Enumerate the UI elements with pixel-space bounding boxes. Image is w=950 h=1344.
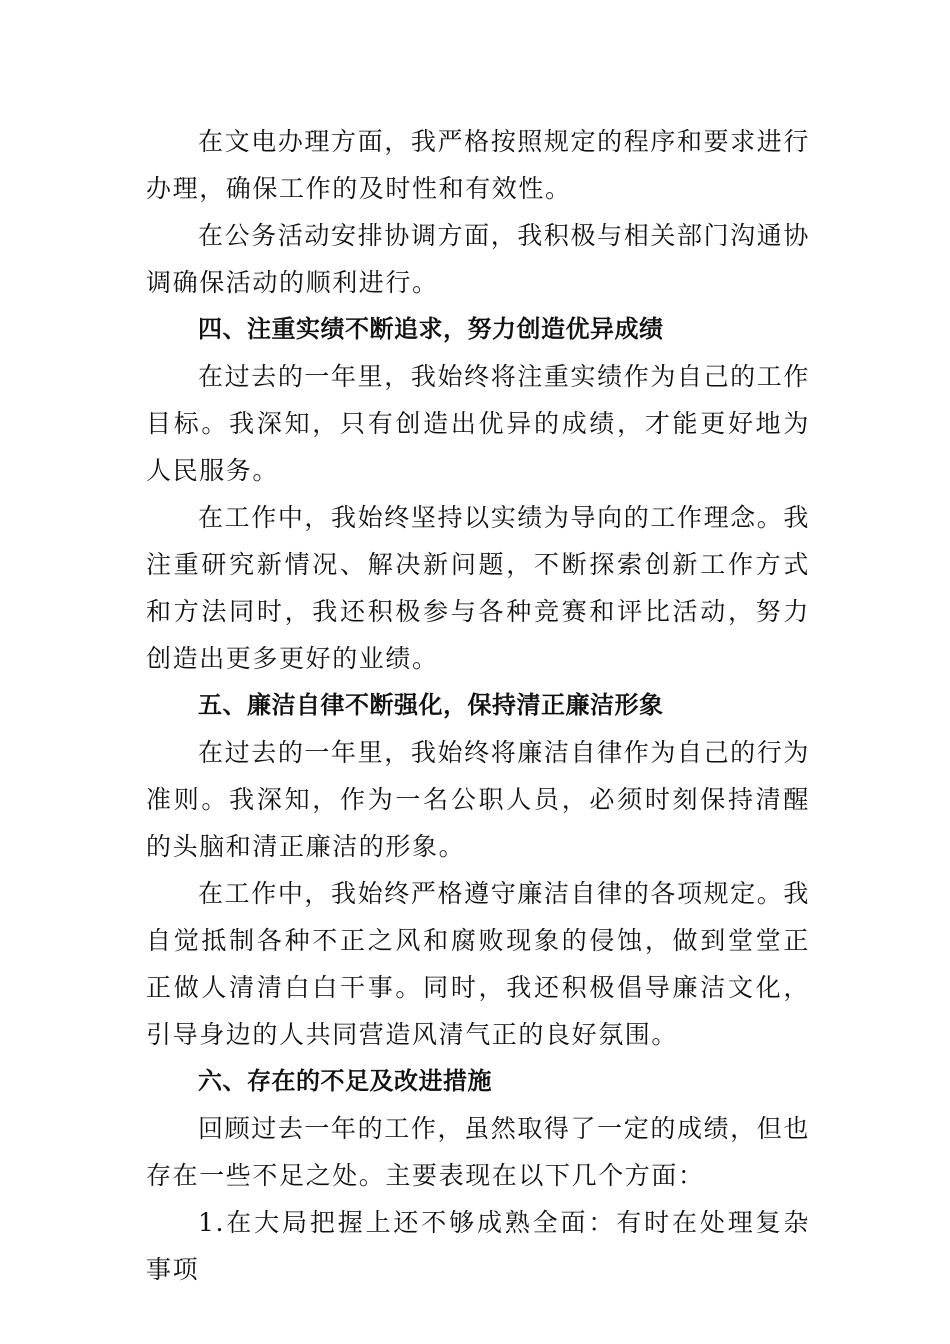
paragraph-document-handling: 在文电办理方面，我严格按照规定的程序和要求进行办理，确保工作的及时性和有效性。 <box>146 127 810 203</box>
paragraph-shortcomings-intro: 回顾过去一年的工作，虽然取得了一定的成绩，但也存在一些不足之处。主要表现在以下几个方面： <box>146 1114 810 1190</box>
section-heading-6: 六、存在的不足及改进措施 <box>198 1067 492 1095</box>
section-heading-5: 五、廉洁自律不断强化，保持清正廉洁形象 <box>198 691 664 719</box>
section-heading-4: 四、注重实绩不断追求，努力创造优异成绩 <box>198 315 664 343</box>
paragraph-integrity-principle: 在过去的一年里，我始终将廉洁自律作为自己的行为准则。我深知，作为一名公职人员，必须时刻保持清醒的头脑和清正廉洁的形象。 <box>146 738 810 861</box>
paragraph-performance-goal: 在过去的一年里，我始终将注重实绩作为自己的工作目标。我深知，只有创造出优异的成绩，才能更好地为人民服务。 <box>146 362 810 485</box>
paragraph-shortcoming-1: 1.在大局把握上还不够成熟全面：有时在处理复杂事项 <box>146 1208 810 1284</box>
paragraph-activity-coordination: 在公务活动安排协调方面，我积极与相关部门沟通协调确保活动的顺利进行。 <box>146 221 810 297</box>
paragraph-performance-practice: 在工作中，我始终坚持以实绩为导向的工作理念。我注重研究新情况、解决新问题，不断探索创新工作方式和方法同时，我还积极参与各种竞赛和评比活动，努力创造出更多更好的业绩。 <box>146 503 810 673</box>
paragraph-integrity-practice: 在工作中，我始终严格遵守廉洁自律的各项规定。我自觉抵制各种不正之风和腐败现象的侵蚀，做到堂堂正正做人清清白白干事。同时，我还积极倡导廉洁文化，引导身边的人共同营造风清气正的良好氛围。 <box>146 879 810 1049</box>
document-body <box>146 118 810 1293</box>
